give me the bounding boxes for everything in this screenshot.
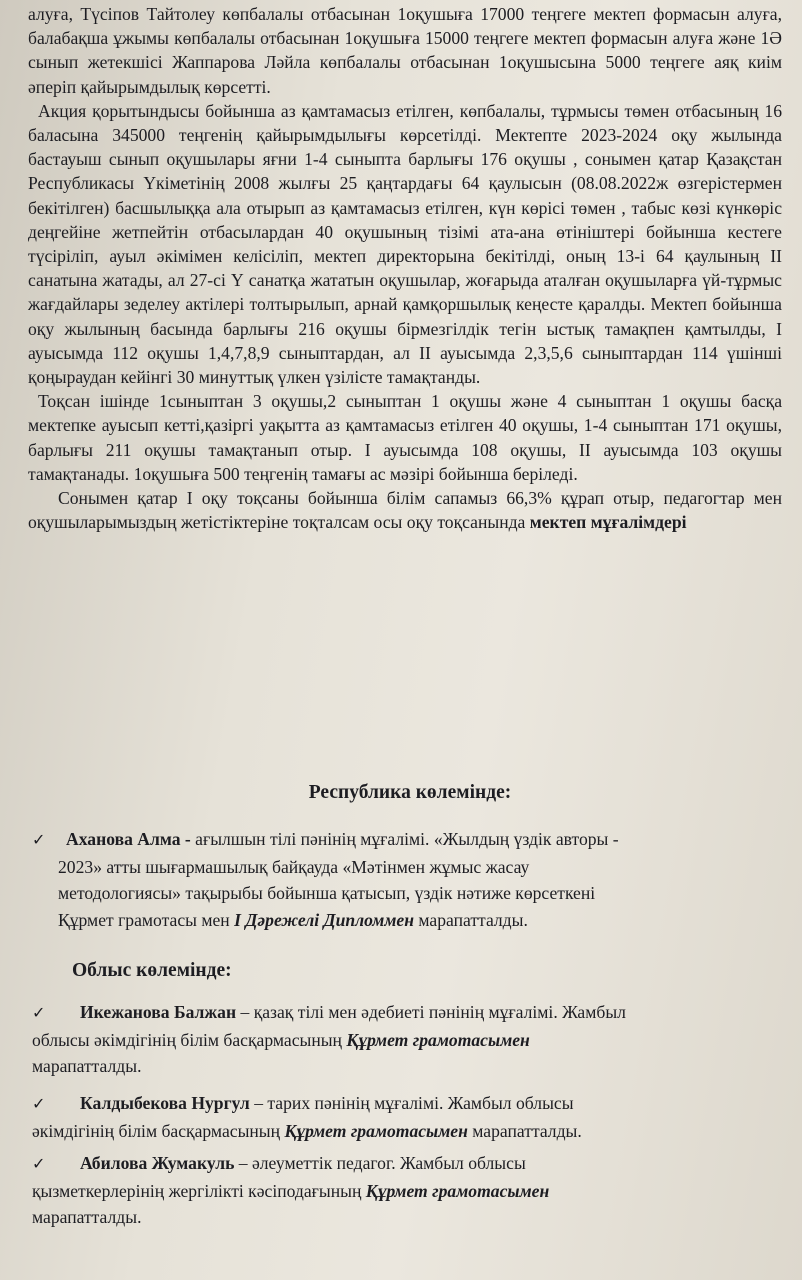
checkmark-icon: ✓ [32, 1154, 46, 1173]
award-name: Калдыбекова Нургул [80, 1093, 250, 1113]
heading-republic: Республика көлемінде: [308, 782, 512, 803]
award-text: – қазақ тілі мен әдебиеті пәнінің мұғалімі. Жамбыл [236, 1002, 626, 1022]
award-name: Аханова Алма - [66, 829, 191, 849]
paragraph-quarter-meals: Тоқсан ішінде 1сыныптан 3 оқушы,2 сыныптан 1 оқушы және 4 сыныптан 1 оқушы басқа мектепке ауысып кетті,қазіргі уақытта аз қамтамасыз етілген 40 оқушы, 1-4 сыныптан 171 оқушы, барлығы 211 оқушы тамақтанып отыр. І ауысымда 108 оқушы, ІІ ауысымда 103 оқушы тамақтанады. 1оқушыға 500 теңгенің тамағы ас мәзірі бойынша беріледі. [28, 391, 782, 484]
checkmark-icon: ✓ [32, 1003, 46, 1022]
award-item-akhanova [32, 826, 777, 933]
award-item-kaldybekova [32, 1090, 777, 1144]
paragraph-campaign-results: Акция қорытындысы бойынша аз қамтамасыз етілген, көпбалалы, тұрмысы төмен отбасының 16 баласына 345000 теңгенің қайырымдылығы көрсетілді. Мектепте 2023-2024 оқу жылында бастауыш сынып оқушылары яғни 1-4 сыныпта барлығы 176 оқушы , сонымен қатар Қазақстан Республикасы Үкіметінің 2008 жылғы 25 қаңтардағы 64 қаулысын (08.08.2022ж өзгерістермен бекітілген) басшылыққа ала отырып аз қамтамасыз етілген, күн көрісі төмен , табыс көзі күнкөріс деңгейіне жетпейтін отбасылардан 40 оқушының тізімі ата-ана өтініштері бойынша кестеге түсіріліп, ауыл әкімімен келісіліп, мектеп директорына бекітілді, оның 13-і 64 қаулының ІІ санатына жатады, ал 27-сі Ү санатқа жататын оқушылар, жоғарыда аталған оқушыларға үй-тұрмыс жағдайлары зеделеу актілері толтырылып, арнай қамқоршылық кеңесте қаралды. Мектеп бойынша оқу жылының басында барлығы 216 оқушы бірмезгілдік тегін ыстық тамақпен қамтылды, І ауысымда 112 оқушы 1,4,7,8,9 сыныптардан, ал ІІ ауысымда 2,3,5,6 сыныптардан 114 үшінші қоңыраудан кейінгі 30 минуттық үлкен үзілісте тамақтанды. [28, 100, 782, 388]
award-diploma: Құрмет грамотасымен [365, 1180, 550, 1201]
award-diploma: І Дәрежелі Дипломмен [234, 909, 414, 930]
checkmark-icon: ✓ [32, 830, 46, 849]
award-item-ikezhanova [32, 999, 777, 1080]
award-text: ағылшын тілі пәнінің мұғалімі. «Жылдың үздік авторы - [190, 829, 619, 849]
heading-region: Облыс көлемінде: [72, 960, 232, 981]
achievements-text: Сонымен қатар І оқу тоқсаны бойынша білім сапамыз 66,3% құрап отыр, педагогтар мен оқушыларымыздың жетістіктеріне тоқталсам осы оқу тоқсанында [28, 488, 782, 533]
paragraph-charity: алуға, Түсіпов Тайтолеу көпбалалы отбасынан 1оқушыға 17000 теңгеге мектеп формасын алуға, балабақша ұжымы көпбалалы отбасынан 1оқушыға 15000 теңгеге мектеп формасын алуға және 1Ә сынып жетекшісі Жаппарова Ләйла көпбалалы отбасынан 1оқушысына 5000 теңгеге аяқ киім әперіп қайырымдылық көрсетті. [28, 4, 782, 97]
award-item-abilova [32, 1150, 777, 1231]
award-text: марапатталды. [32, 1056, 142, 1076]
award-name: Абилова Жумакуль [80, 1153, 235, 1173]
award-text: – тарих пәнінің мұғалімі. Жамбыл облысы [249, 1093, 574, 1113]
award-text: қызметкерлерінің жергілікті кәсіподағының [32, 1180, 366, 1201]
award-text: марапатталды. [467, 1120, 582, 1141]
paragraph-achievements [28, 486, 782, 534]
award-text: 2023» атты шығармашылық байқауда «Мәтінмен жұмыс жасау [58, 856, 530, 877]
checkmark-icon: ✓ [32, 1094, 46, 1113]
award-name: Икежанова Балжан [80, 1002, 237, 1022]
award-text: облысы әкімдігінің білім басқармасының [32, 1029, 347, 1050]
achievements-teachers: мектеп мұғалімдері [529, 512, 687, 533]
report-body [28, 2, 782, 534]
award-text: марапатталды. [32, 1207, 142, 1227]
award-diploma: Құрмет грамотасымен [346, 1029, 530, 1050]
award-text: методологиясы» тақырыбы бойынша қатысып, үздік нәтиже көрсеткені [58, 883, 596, 903]
award-text: Құрмет грамотасы мен [58, 909, 235, 930]
award-text: әкімдігінің білім басқармасының [32, 1120, 285, 1141]
award-diploma: Құрмет грамотасымен [284, 1120, 468, 1141]
award-text: – әлеуметтік педагог. Жамбыл облысы [234, 1153, 526, 1173]
award-text: марапатталды. [413, 909, 528, 930]
